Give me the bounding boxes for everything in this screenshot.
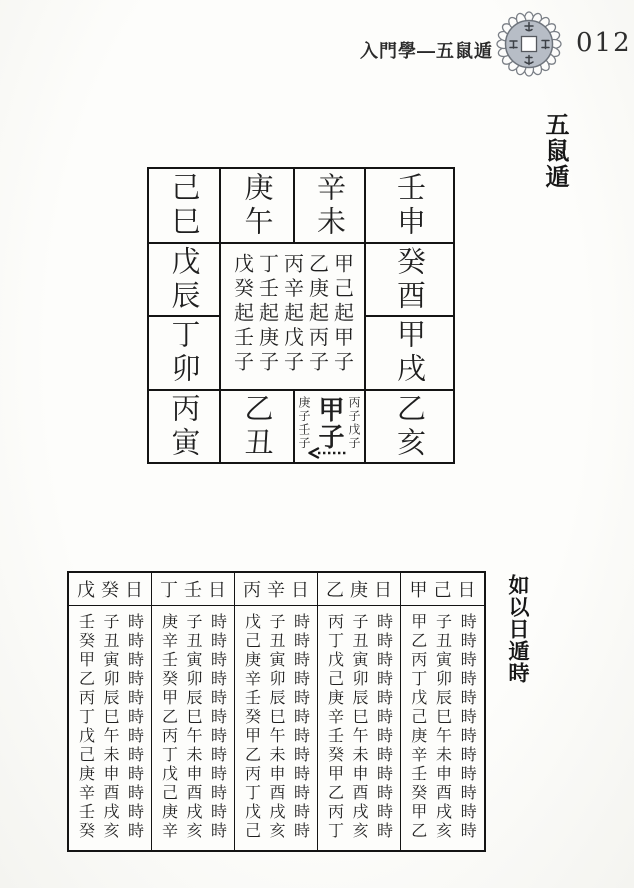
- hour-branches: 子丑寅卯辰巳午未申酉戌亥: [184, 613, 203, 841]
- hour-table-column-dingren: [152, 573, 235, 850]
- cell-text: 庚午: [240, 171, 275, 240]
- mnemonic-line: 甲己起甲子: [330, 253, 355, 376]
- chart-cell-renshen: [365, 168, 454, 243]
- chart-cell-yihai: [365, 390, 454, 463]
- hour-list: [235, 606, 317, 850]
- day-header: 乙庚日: [318, 573, 400, 606]
- mnemonic-line: 丙辛起戊子: [280, 253, 305, 376]
- section-title-vertical: 五鼠遁: [541, 112, 570, 190]
- chart-cell-guiyou: [365, 243, 454, 316]
- mnemonic-line: 戊癸起壬子: [230, 253, 255, 376]
- hour-stems: 戊己庚辛壬癸甲乙丙丁戊己: [242, 613, 262, 841]
- hour-stems: 庚辛壬癸甲乙丙丁戊己庚辛: [159, 613, 179, 841]
- chart-cell-gengwu: [220, 168, 294, 243]
- day-header: 戊癸日: [69, 573, 151, 606]
- mnemonic-line: 丁壬起庚子: [255, 253, 280, 376]
- chart-cell-wuchen: [148, 243, 220, 316]
- hour-table-column-wugui: [69, 573, 152, 850]
- hour-stems: 壬癸甲乙丙丁戊己庚辛壬癸: [76, 613, 96, 841]
- day-header: 丁壬日: [152, 573, 234, 606]
- cell-text: 癸酉: [393, 245, 427, 314]
- mnemonic-line: 乙庚起丙子: [305, 253, 330, 376]
- day-to-hour-table: [67, 571, 486, 852]
- hour-suffixes: 時時時時時時時時時時時時: [291, 613, 311, 841]
- hour-branches: 子丑寅卯辰巳午未申酉戌亥: [267, 613, 286, 841]
- cell-text: 戊辰: [167, 245, 202, 314]
- day-header: 丙辛日: [235, 573, 317, 606]
- chart-cell-yichou: [220, 390, 294, 463]
- coin-logo-icon: [496, 11, 562, 77]
- hour-list: [318, 606, 400, 850]
- jiazi-left-note: 庚子壬子: [297, 396, 311, 450]
- cell-text: 乙丑: [240, 392, 275, 461]
- hour-suffixes: 時時時時時時時時時時時時: [208, 613, 228, 841]
- hour-branches: 子丑寅卯辰巳午未申酉戌亥: [101, 613, 120, 841]
- day-header: 甲己日: [401, 573, 484, 606]
- page-number: 012: [576, 28, 632, 58]
- chart-cell-jisi: [148, 168, 220, 243]
- hour-list: [401, 606, 484, 850]
- chart-cell-bingyin: [148, 390, 220, 463]
- coin-square-hole: [522, 37, 537, 52]
- hour-suffixes: 時時時時時時時時時時時時: [125, 613, 145, 841]
- jiazi-right-note: 丙子戊子: [347, 396, 361, 450]
- cell-text: 丙寅: [167, 392, 202, 461]
- chart-cell-jiaxu: [365, 316, 454, 390]
- table-note-vertical: 如以日遁時: [506, 574, 531, 684]
- cell-text: 己巳: [167, 171, 202, 240]
- chart-cell-dingmao: [148, 316, 220, 390]
- running-title: 入門學—五鼠遁: [360, 41, 493, 61]
- hour-suffixes: 時時時時時時時時時時時時: [374, 613, 394, 841]
- chart-cell-jiazi-start: [294, 390, 365, 463]
- chart-cell-xinwei: [294, 168, 365, 243]
- hour-suffixes: 時時時時時時時時時時時時: [458, 613, 478, 841]
- cell-text: 丁卯: [167, 319, 202, 387]
- hour-table-column-yigeng: [318, 573, 401, 850]
- cell-text: 甲戌: [393, 319, 427, 387]
- hour-stems: 丙丁戊己庚辛壬癸甲乙丙丁: [325, 613, 345, 841]
- cell-text: 辛未: [313, 171, 347, 240]
- hour-branches: 子丑寅卯辰巳午未申酉戌亥: [350, 613, 369, 841]
- jiazi-main-text: 甲子: [313, 396, 344, 450]
- cell-text: 壬申: [393, 171, 427, 240]
- hour-branches: 子丑寅卯辰巳午未申酉戌亥: [433, 613, 453, 841]
- hour-stems: 甲乙丙丁戊己庚辛壬癸甲乙: [408, 613, 428, 841]
- cell-text: 乙亥: [393, 392, 427, 461]
- hour-list: [152, 606, 234, 850]
- hour-table-column-bingxin: [235, 573, 318, 850]
- dotted-arrow-left-icon: [307, 447, 349, 459]
- hour-list: [69, 606, 151, 850]
- chart-mnemonic-cell: [220, 243, 365, 390]
- hour-table-column-jiaji: [401, 573, 484, 850]
- five-rats-hand-chart: [147, 167, 455, 464]
